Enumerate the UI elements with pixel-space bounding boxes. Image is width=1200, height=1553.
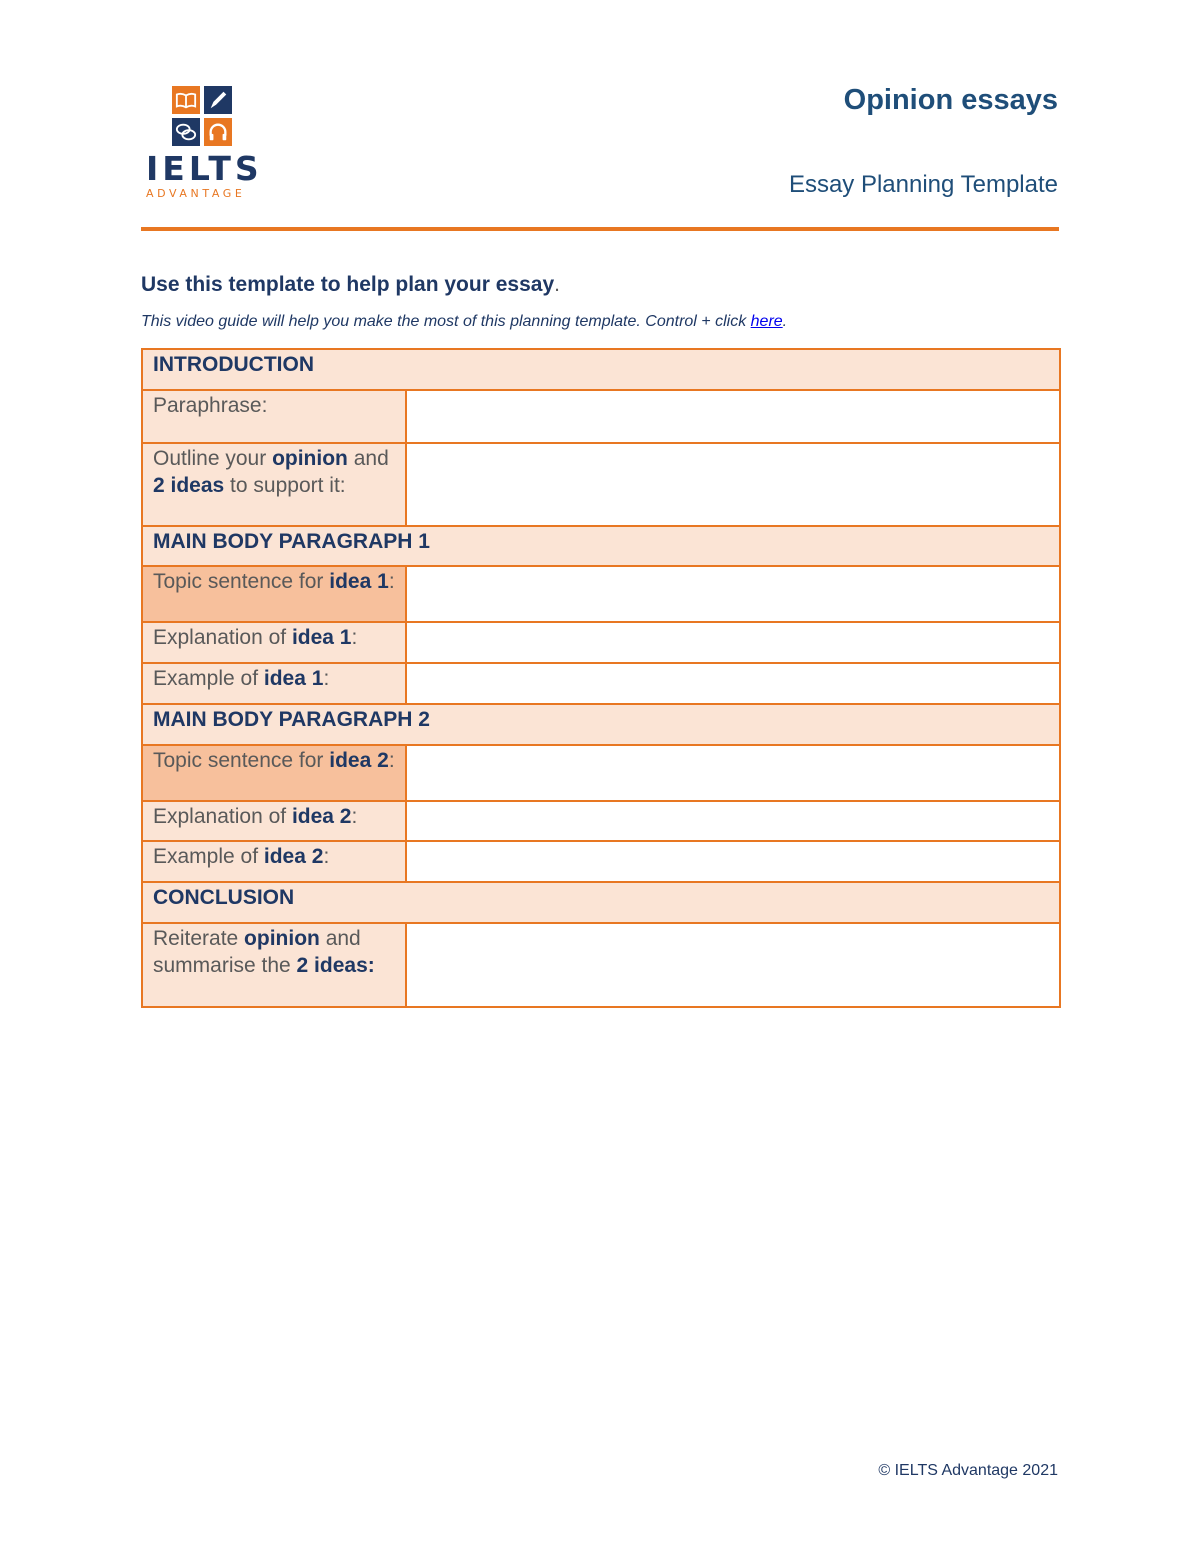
conclusion-text-3: and summarise the <box>153 927 361 977</box>
video-guide-end: . <box>782 313 788 330</box>
speech-bubbles-icon <box>172 118 200 146</box>
topic-1-text-1: Topic sentence for <box>153 570 330 593</box>
expl-1-text-2: idea 1 <box>291 626 352 649</box>
section-heading-introduction: INTRODUCTION <box>142 349 1060 390</box>
topic-sentence-2-label <box>142 745 406 801</box>
table-row <box>142 566 1060 622</box>
conclusion-label <box>142 923 406 1007</box>
topic-1-text-3: : <box>388 570 395 593</box>
table-row <box>142 841 1060 882</box>
table-row <box>142 526 1060 566</box>
table-row <box>142 801 1060 841</box>
copyright-footer: © IELTS Advantage 2021 <box>878 1462 1058 1479</box>
outline-text-4: 2 ideas <box>153 474 225 497</box>
outline-text-2: opinion <box>272 447 348 470</box>
book-icon <box>172 86 200 114</box>
example-2-label <box>142 841 406 882</box>
ex-1-text-3: : <box>323 667 330 690</box>
outline-text-5: to support it: <box>224 474 346 497</box>
expl-2-text-3: : <box>351 805 358 828</box>
ex-2-text-2: idea 2 <box>263 845 324 868</box>
outline-answer-cell[interactable] <box>406 443 1060 526</box>
logo-wordmark: IELTS <box>146 149 263 188</box>
expl-1-text-3: : <box>351 626 358 649</box>
section-heading-body-1: MAIN BODY PARAGRAPH 1 <box>142 526 1060 566</box>
paraphrase-answer-cell[interactable] <box>406 390 1060 443</box>
explanation-2-answer-cell[interactable] <box>406 801 1060 841</box>
table-row <box>142 663 1060 704</box>
outline-opinion-label <box>142 443 406 526</box>
table-row <box>142 390 1060 443</box>
explanation-1-label <box>142 622 406 663</box>
conclusion-text-1: Reiterate <box>153 927 245 950</box>
ielts-advantage-logo <box>140 86 262 204</box>
topic-sentence-1-answer-cell[interactable] <box>406 566 1060 622</box>
ex-2-text-1: Example of <box>153 845 264 868</box>
topic-sentence-1-label <box>142 566 406 622</box>
explanation-2-label <box>142 801 406 841</box>
intro-heading-text: Use this template to help plan your essay <box>141 273 555 296</box>
pen-icon <box>204 86 232 114</box>
topic-sentence-2-answer-cell[interactable] <box>406 745 1060 801</box>
topic-2-text-1: Topic sentence for <box>153 749 330 772</box>
table-row <box>142 443 1060 526</box>
logo-subtitle: ADVANTAGE <box>146 187 246 200</box>
page-title: Opinion essays <box>843 84 1058 116</box>
section-heading-conclusion: CONCLUSION <box>142 882 1060 923</box>
intro-heading-period: . <box>554 273 560 296</box>
expl-2-text-1: Explanation of <box>153 805 292 828</box>
example-1-answer-cell[interactable] <box>406 663 1060 704</box>
example-2-answer-cell[interactable] <box>406 841 1060 882</box>
example-1-label <box>142 663 406 704</box>
ex-1-text-2: idea 1 <box>263 667 324 690</box>
video-guide-text: This video guide will help you make the most of this planning template. Control + click <box>141 313 751 330</box>
topic-2-text-2: idea 2 <box>329 749 389 772</box>
expl-2-text-2: idea 2 <box>291 805 352 828</box>
explanation-1-answer-cell[interactable] <box>406 622 1060 663</box>
paraphrase-label: Paraphrase: <box>142 390 406 443</box>
table-row <box>142 704 1060 745</box>
topic-2-text-3: : <box>388 749 395 772</box>
table-row <box>142 923 1060 1007</box>
headphones-icon <box>204 118 232 146</box>
video-guide-note <box>141 313 787 331</box>
header-divider <box>141 227 1059 231</box>
table-row <box>142 349 1060 390</box>
outline-text-1: Outline your <box>153 447 273 470</box>
video-guide-link[interactable]: here <box>750 313 783 330</box>
topic-1-text-2: idea 1 <box>329 570 389 593</box>
ex-1-text-1: Example of <box>153 667 264 690</box>
table-row <box>142 882 1060 923</box>
page-subtitle: Essay Planning Template <box>788 171 1058 198</box>
section-heading-body-2: MAIN BODY PARAGRAPH 2 <box>142 704 1060 745</box>
expl-1-text-1: Explanation of <box>153 626 292 649</box>
conclusion-text-2: opinion <box>244 927 320 950</box>
outline-text-3: and <box>347 447 389 470</box>
essay-plan-table <box>141 348 1061 1008</box>
ex-2-text-3: : <box>323 845 330 868</box>
logo-tiles <box>172 86 232 146</box>
table-row <box>142 745 1060 801</box>
conclusion-answer-cell[interactable] <box>406 923 1060 1007</box>
conclusion-text-4: 2 ideas: <box>296 954 375 977</box>
table-row <box>142 622 1060 663</box>
intro-heading <box>141 273 560 297</box>
